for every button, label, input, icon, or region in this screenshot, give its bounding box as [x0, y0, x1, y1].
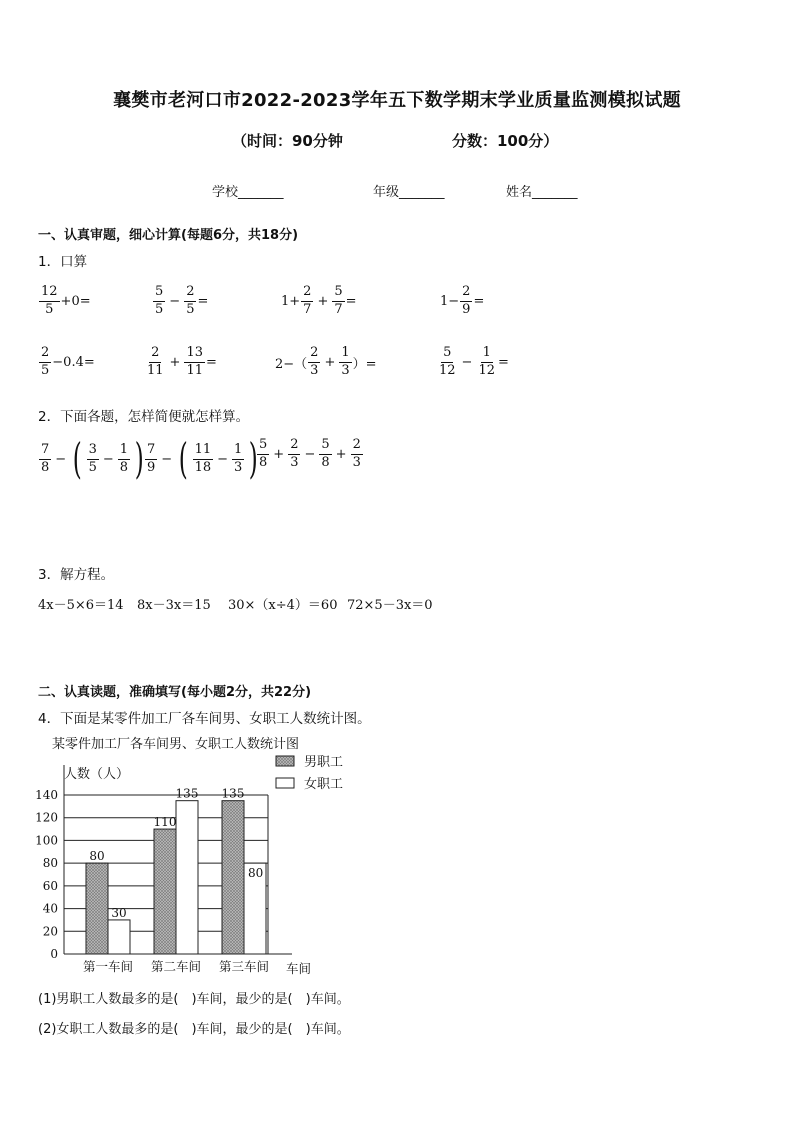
section1-heading: 一、认真审题，细心计算(每题6分，共18分) [38, 228, 299, 243]
x-tick-label: 第三车间 [218, 959, 270, 974]
equation-1: 4x－5×6＝14 [38, 598, 124, 613]
bar-male [154, 829, 176, 954]
fraction: $\frac{1}{8}$ [119, 441, 129, 475]
data-label: 135 [175, 786, 199, 801]
fraction: $\frac{12}{5}$ [41, 284, 58, 317]
fraction: $\frac{2}{11}$ [147, 345, 164, 378]
y-tick-label: 80 [42, 856, 58, 871]
fraction: $\frac{5}{8}$ [259, 437, 268, 470]
q1-row1-c: 1+ $\frac{2}{7}$ + $\frac{5}{7}$ = [281, 284, 357, 317]
q3-label: 3．解方程。 [38, 567, 115, 583]
x-tick-label: 第二车间 [150, 959, 202, 974]
y-tick-label: 100 [35, 833, 58, 848]
fraction: $\frac{2}{5}$ [41, 345, 50, 378]
q1-row2-c: 2−（ $\frac{2}{3}$ + $\frac{1}{3}$ ）= [275, 345, 377, 378]
q1-label: 1．口算 [38, 254, 88, 270]
legend-label: 女职工 [304, 777, 344, 792]
time-label: （时间：90分钟 [232, 132, 343, 150]
fraction: $\frac{7}{9}$ [147, 441, 156, 475]
x-axis-label: 车间 [286, 961, 312, 976]
data-label: 80 [248, 866, 264, 881]
fraction: $\frac{2}{3}$ [290, 437, 299, 470]
x-tick-label: 第一车间 [82, 959, 134, 974]
fraction: $\frac{3}{5}$ [88, 441, 97, 475]
data-label: 30 [111, 905, 127, 920]
fraction: $\frac{2}{9}$ [462, 284, 471, 317]
fraction: $\frac{1}{3}$ [341, 345, 350, 378]
q1-row1-d: 1− $\frac{2}{9}$ = [440, 284, 485, 317]
y-tick-label: 0 [50, 947, 58, 961]
y-tick-label: 60 [42, 878, 58, 893]
q4-label: 4．下面是某零件加工厂各车间男、女职工人数统计图。 [38, 711, 371, 727]
legend-label: 男职工 [304, 755, 344, 770]
fraction: $\frac{13}{11}$ [186, 345, 203, 378]
y-tick-label: 120 [35, 810, 58, 825]
q2-expr-3: $\frac{5}{8}$ + $\frac{2}{3}$ − $\frac{5}{8}$ + $\frac{2}{3}$ [259, 437, 361, 470]
q2-expr-2: $\frac{7}{9}$ − ( $\frac{11}{18}$ − $\frac{1}{3}$ ) [147, 434, 259, 483]
bar-female [176, 801, 198, 954]
equation-3: 30×（x÷4）＝60 [228, 598, 338, 613]
q4-sub1: (1)男职工人数最多的是( )车间，最少的是( )车间。 [38, 992, 350, 1007]
q2-label: 2．下面各题，怎样简便就怎样算。 [38, 409, 250, 425]
bar-chart [30, 732, 370, 980]
fraction: $\frac{5}{12}$ [439, 345, 456, 378]
legend-swatch [276, 778, 294, 788]
q4-sub2: (2)女职工人数最多的是( )车间，最少的是( )车间。 [38, 1022, 350, 1037]
fraction: $\frac{5}{5}$ [155, 284, 164, 317]
q1-row1-a: $\frac{12}{5}$ +0= [41, 284, 91, 317]
bar-male [86, 863, 108, 954]
bar-male [222, 801, 244, 954]
page-title: 襄樊市老河口市2022-2023学年五下数学期末学业质量监测模拟试题 [113, 90, 681, 111]
fraction: $\frac{1}{12}$ [478, 345, 495, 378]
y-axis-label: 人数（人） [64, 767, 130, 782]
bar-female [108, 920, 130, 954]
fraction: $\frac{7}{8}$ [41, 441, 50, 475]
y-tick-label: 40 [42, 901, 58, 916]
fraction: $\frac{2}{7}$ [303, 284, 312, 317]
fraction: $\frac{2}{5}$ [186, 284, 195, 317]
q1-row1-b: $\frac{5}{5}$ − $\frac{2}{5}$ = [155, 284, 209, 317]
score-label: 分数：100分） [452, 132, 559, 150]
section2-heading: 二、认真读题，准确填写(每小题2分，共22分) [38, 685, 312, 700]
school-field: 学校_______ [212, 185, 284, 200]
fraction: $\frac{11}{18}$ [194, 441, 212, 475]
fraction: $\frac{1}{3}$ [234, 441, 243, 475]
equation-2: 8x－3x＝15 [137, 598, 211, 613]
y-tick-label: 140 [35, 788, 58, 802]
equation-4: 72×5－3x＝0 [347, 598, 433, 613]
q1-row2-b: $\frac{2}{11}$ + $\frac{13}{11}$ = [147, 345, 217, 378]
fraction: $\frac{2}{3}$ [310, 345, 319, 378]
fraction: $\frac{2}{3}$ [352, 437, 361, 470]
data-label: 80 [89, 849, 105, 864]
legend-swatch [276, 756, 294, 766]
y-tick-label: 20 [42, 924, 58, 939]
chart-title: 某零件加工厂各车间男、女职工人数统计图 [52, 737, 300, 752]
q2-expr-1: $\frac{7}{8}$ − ( $\frac{3}{5}$ − $\frac{1}{8}$ ) [41, 434, 144, 483]
data-label: 135 [221, 786, 245, 801]
q1-row2-a: $\frac{2}{5}$ −0.4= [41, 345, 95, 378]
data-label: 110 [153, 815, 177, 830]
fraction: $\frac{5}{8}$ [321, 437, 330, 470]
fraction: $\frac{5}{7}$ [334, 284, 343, 317]
name-field: 姓名_______ [506, 185, 578, 200]
grade-field: 年级_______ [373, 185, 445, 200]
q1-row2-d: $\frac{5}{12}$ − $\frac{1}{12}$ = [439, 345, 509, 378]
